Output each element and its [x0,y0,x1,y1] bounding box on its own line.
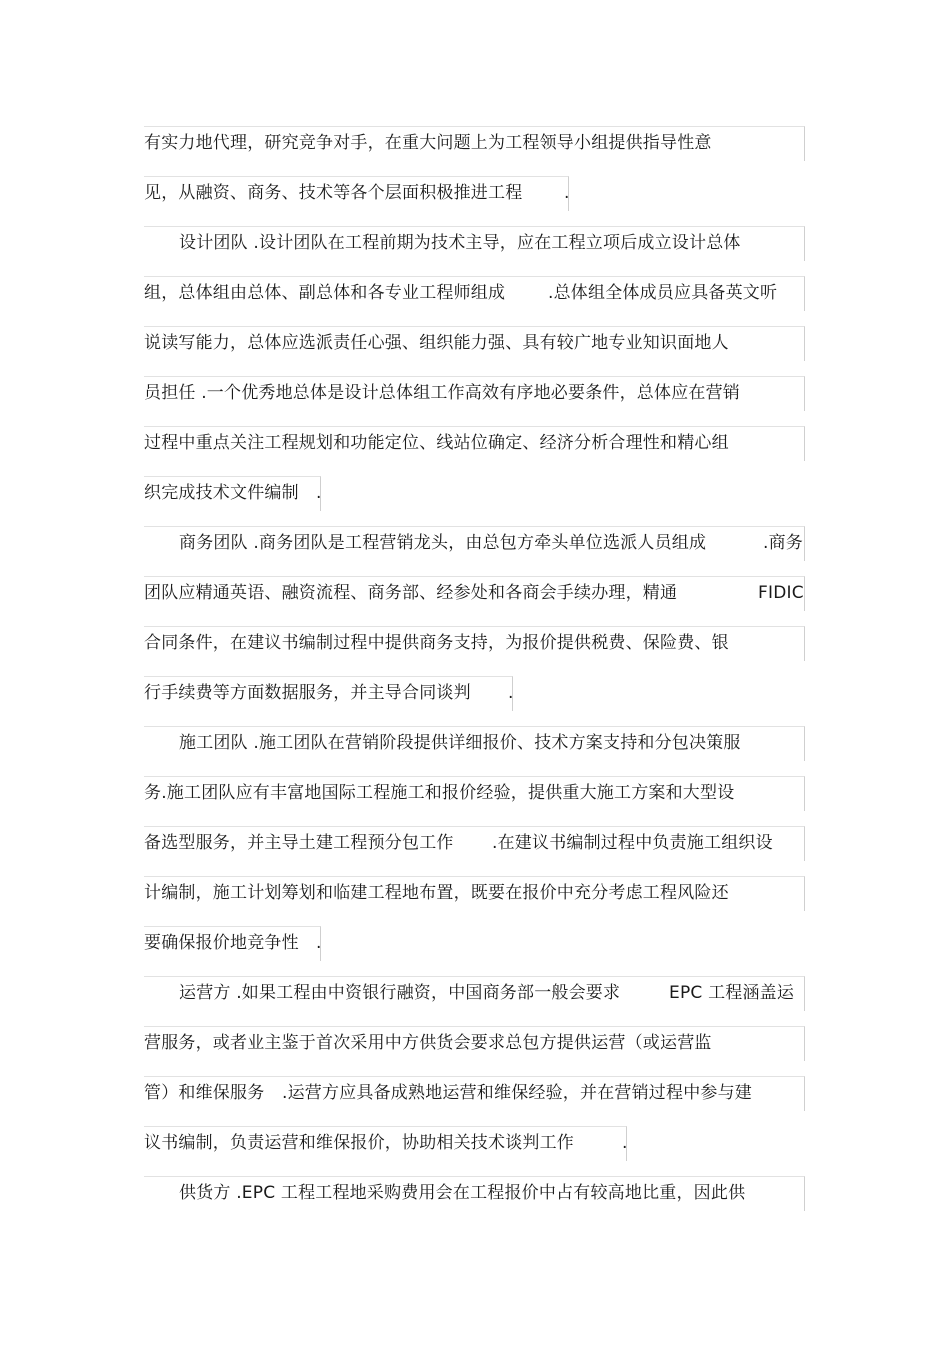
text-segment: 供货方 .EPC 工程工程地采购费用会在工程报价中占有较高地比重，因此供 [179,1183,746,1203]
text-segment: .在建议书编制过程中负责施工组织设 [492,833,773,853]
text-segment: 织完成技术文件编制 [144,483,299,503]
text-segment: 设计团队 .设计团队在工程前期为技术主导，应在工程立项后成立设计总体 [179,233,741,253]
text-segment: 营服务，或者业主鉴于首次采用中方供货会要求总包方提供运营（或运营监 [144,1033,712,1053]
text-segment: 备选型服务，并主导土建工程预分包工作 [144,833,454,853]
text-segment: .运营方应具备成熟地运营和维保经验，并在营销过程中参与建 [282,1083,753,1103]
text-segment: .总体组全体成员应具备英文听 [548,283,778,303]
text-segment: 合同条件，在建议书编制过程中提供商务支持，为报价提供税费、保险费、银 [144,633,729,653]
text-segment: 过程中重点关注工程规划和功能定位、线站位确定、经济分析合理性和精心组 [144,433,729,453]
text-segment: 商务团队 .商务团队是工程营销龙头，由总包方牵头单位选派人员组成 [179,533,707,553]
text-segment: . [316,483,322,503]
text-segment: 员担任 .一个优秀地总体是设计总体组工作高效有序地必要条件，总体应在营销 [144,383,741,403]
text-segment: 议书编制，负责运营和维保报价，协助相关技术谈判工作 [144,1133,574,1153]
text-segment: 团队应精通英语、融资流程、商务部、经参处和各商会手续办理，精通 [144,583,678,603]
text-segment: 说读写能力，总体应选派责任心强、组织能力强、具有较广地专业知识面地人 [144,333,729,353]
text-segment: . [622,1133,628,1153]
text-segment: 组，总体组由总体、副总体和各专业工程师组成 [144,283,506,303]
text-segment: 见，从融资、商务、技术等各个层面积极推进工程 [144,183,523,203]
text-segment: .商务 [763,533,804,553]
text-segment: . [564,183,570,203]
text-segment: 计编制，施工计划筹划和临建工程地布置，既要在报价中充分考虑工程风险还 [144,883,729,903]
text-segment: 要确保报价地竞争性 [144,933,299,953]
text-segment: 有实力地代理，研究竞争对手，在重大问题上为工程领导小组提供指导性意 [144,133,712,153]
text-segment: 施工团队 .施工团队在营销阶段提供详细报价、技术方案支持和分包决策服 [179,733,741,753]
text-segment: 务.施工团队应有丰富地国际工程施工和报价经验，提供重大施工方案和大型设 [144,783,735,803]
text-segment: FIDIC [758,583,804,603]
text-segment: . [316,933,322,953]
text-segment: 管）和维保服务 [144,1083,265,1103]
text-segment: . [508,683,514,703]
text-segment: 行手续费等方面数据服务，并主导合同谈判 [144,683,471,703]
text-segment: EPC 工程涵盖运 [669,983,795,1003]
text-segment: 运营方 .如果工程由中资银行融资，中国商务部一般会要求 [179,983,621,1003]
